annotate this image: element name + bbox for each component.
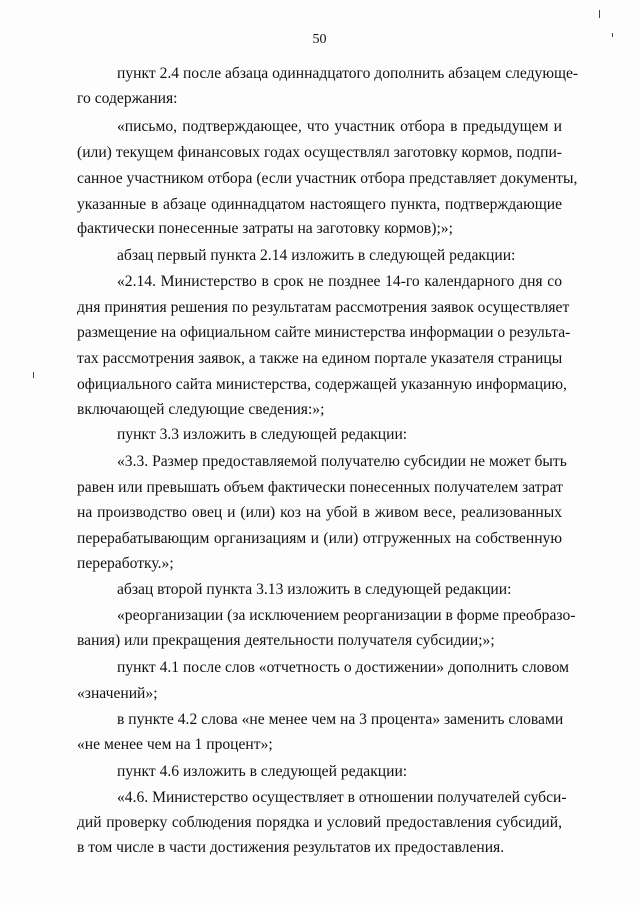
paragraph-line: санное участником отбора (если участник отбора представляет документы, <box>77 170 578 187</box>
paragraph-line: абзац второй пункта 3.13 изложить в следующей редакции: <box>117 581 512 598</box>
paragraph-line: го содержания: <box>77 90 178 107</box>
paragraph-line: дий проверку соблюдения порядка и условий предоставления субсидий, <box>77 814 562 831</box>
page-number: 50 <box>312 32 327 47</box>
paragraph-line: «не менее чем на 1 процент»; <box>77 736 273 753</box>
paragraph-line: абзац первый пункта 2.14 изложить в следующей редакции: <box>117 247 516 264</box>
paragraph-line: «письмо, подтверждающее, что участник отбора в предыдущем и <box>117 118 562 135</box>
paragraph-line: вания) или прекращения деятельности получателя субсидии;»; <box>77 632 495 649</box>
paragraph-line: переработку.»; <box>77 555 174 572</box>
paragraph-line: (или) текущем финансовых годах осуществлял заготовку кормов, подпи- <box>77 144 562 161</box>
paragraph-line: пункт 3.3 изложить в следующей редакции: <box>117 426 408 443</box>
paragraph-line: перерабатывающим организациям и (или) отгруженных на собственную <box>77 530 562 547</box>
scan-speck <box>599 10 600 18</box>
paragraph-line: в пункте 4.2 слова «не менее чем на 3 процента» заменить словами <box>117 711 564 728</box>
paragraph-line: «4.6. Министерство осуществляет в отношении получателей субси- <box>117 789 567 806</box>
paragraph-line: включающей следующие сведения:»; <box>77 401 325 418</box>
paragraph-line: пункт 4.6 изложить в следующей редакции: <box>117 763 408 780</box>
paragraph-line: в том числе в части достижения результатов их предоставления. <box>77 839 505 856</box>
scan-speck <box>33 372 34 378</box>
paragraph-line: «значений»; <box>77 685 158 702</box>
paragraph-line: «3.3. Размер предоставляемой получателю субсидии не может быть <box>117 453 567 470</box>
paragraph-line: указанные в абзаце одиннадцатом настоящего пункта, подтверждающие <box>77 196 562 213</box>
paragraph-line: равен или превышать объем фактически понесенных получателем затрат <box>77 479 563 496</box>
paragraph-line: официального сайта министерства, содержащей указанную информацию, <box>77 376 567 393</box>
paragraph-line: «2.14. Министерство в срок не позднее 14-го календарного дня со <box>117 273 562 290</box>
paragraph-line: фактически понесенные затраты на заготовку кормов);»; <box>77 220 453 237</box>
paragraph-line: пункт 2.4 после абзаца одиннадцатого дополнить абзацем следующе- <box>117 65 579 82</box>
paragraph-line: дня принятия решения по результатам рассмотрения заявок осуществляет <box>77 299 570 316</box>
paragraph-line: «реорганизации (за исключением реорганизации в форме преобразо- <box>117 607 576 624</box>
scan-speck <box>612 33 613 37</box>
paragraph-line: пункт 4.1 после слов «отчетность о достижении» дополнить словом <box>117 659 570 676</box>
paragraph-line: размещение на официальном сайте министерства информации о результа- <box>77 324 571 341</box>
paragraph-line: на производство овец и (или) коз на убой в живом весе, реализованных <box>77 504 562 521</box>
paragraph-line: тах рассмотрения заявок, а также на едином портале указателя страницы <box>77 350 563 367</box>
